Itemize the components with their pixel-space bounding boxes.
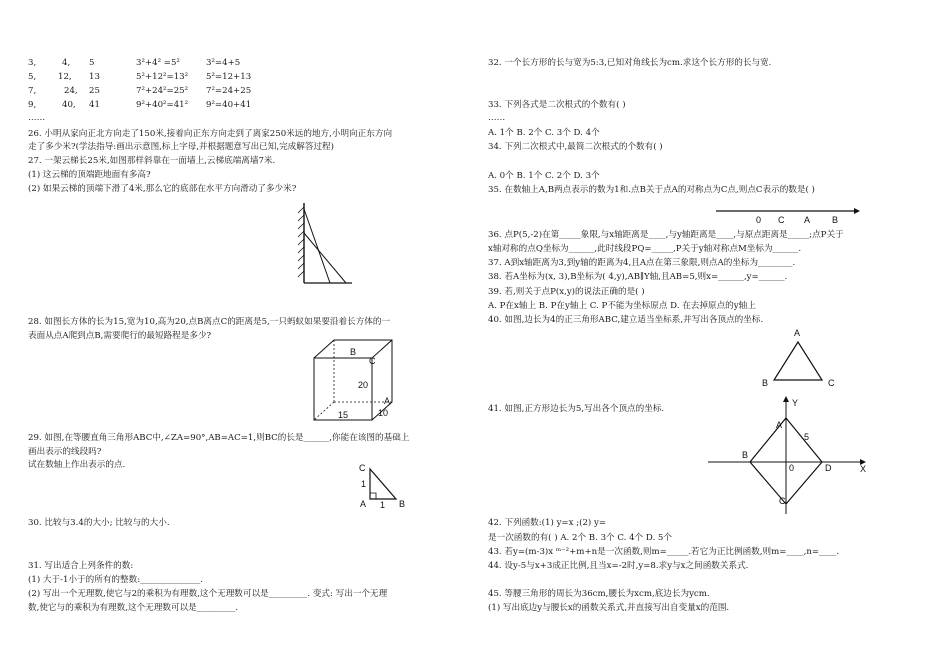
question-31-line-4: 数,使它与的乘积为有理数,这个无理数可以是_________. xyxy=(28,603,239,613)
y-axis-label: Y xyxy=(792,398,799,408)
vertex-c-label: C xyxy=(779,496,786,506)
question-28-line-1: 28. 如图长方体的长为15,宽为10,高为20,点B离点C的距离是5,一只蚂蚁如果要沿着长方体的一 xyxy=(28,317,391,327)
question-31-line-3: (2) 写出一个无理数,使它与2的乘积为有理数,这个无理数可以是_________. 变式: 写出一个无理 xyxy=(28,589,388,599)
question-40: 40. 如图,边长为4的正三角形ABC,建立适当坐标系,并写出各顶点的坐标. xyxy=(488,315,764,325)
question-34-options: A. 0个 B. 1个 C. 2个 D. 3个 xyxy=(488,171,600,181)
table-row-1-c: 5 xyxy=(89,58,95,68)
question-29-line-2: 画出表示的线段吗? xyxy=(28,447,102,457)
table-row-2-d: 5²+12²=13² xyxy=(136,72,189,82)
point-a-label: A xyxy=(384,396,391,406)
question-28-line-2: 表面从点A爬到点B,需要爬行的最短路程是多少? xyxy=(28,331,212,341)
table-row-1-e: 3²=4+5 xyxy=(206,58,241,68)
slid-ladder-line xyxy=(304,233,346,283)
question-27-line-1: 27. 一架云梯长25米,如图那样斜靠在一面墙上,云梯底端离墙7米. xyxy=(28,156,276,166)
question-33: 33. 下列各式是二次根式的个数有( ) xyxy=(488,100,626,110)
right-angle-mark xyxy=(370,493,376,499)
vertex-a-label: A xyxy=(776,420,783,430)
question-27-line-3: (2) 如果云梯的顶端下滑了4米,那么它的底部在水平方向滑动了多少米? xyxy=(28,184,297,194)
point-c-label: C xyxy=(369,356,376,366)
table-row-2-c: 13 xyxy=(89,72,100,82)
table-row-3-b: 24, xyxy=(64,86,78,96)
point-b-label: B xyxy=(350,347,357,357)
ellipsis: …… xyxy=(28,113,46,123)
question-26-line-2: 走了多少米?(学法指导:画出示意图,标上字母,并根据题意写出已知,完成解答过程) xyxy=(28,142,334,152)
y-axis-arrow xyxy=(783,396,789,402)
question-31-line-1: 31. 写出适合上列条件的数: xyxy=(28,561,134,571)
question-39-options: A. P在x轴上 B. P在y轴上 C. P不能为坐标原点 D. 在去掉原点的y轴上 xyxy=(488,301,756,311)
wall-hatching xyxy=(298,207,304,277)
vertex-a-label: A xyxy=(794,328,801,338)
question-33-options: A. 1个 B. 2个 C. 3个 D. 4个 xyxy=(488,128,600,138)
number-line-figure xyxy=(714,205,864,227)
triangle-abc xyxy=(370,469,396,499)
question-39: 39. 若,则关于点P(x,y)的说法正确的是( ) xyxy=(488,287,645,297)
x-axis-label: X xyxy=(860,464,867,474)
table-row-4-e: 9²=40+41 xyxy=(206,100,252,110)
table-row-4-b: 40, xyxy=(62,100,76,110)
vertex-b-label: B xyxy=(399,499,406,509)
table-row-4-d: 9²+40²=41² xyxy=(136,100,189,110)
side-ab-label: 1 xyxy=(380,500,386,510)
question-44: 44. 设y-5与x+3成正比例,且当x=-2时,y=8.求y与x之间函数关系式. xyxy=(488,561,749,571)
question-32: 32. 一个长方形的长与宽为5:3,已知对角线长为cm.求这个长方形的长与宽. xyxy=(488,58,772,68)
table-row-1-d: 3²+4² =5² xyxy=(136,58,180,68)
table-row-4-c: 41 xyxy=(89,100,100,110)
vertex-b-label: B xyxy=(762,378,769,388)
point-c-label: C xyxy=(778,215,785,225)
table-row-3-a: 7, xyxy=(28,86,37,96)
ladder-line xyxy=(304,209,330,283)
table-row-3-e: 7²=24+25 xyxy=(206,86,252,96)
table-row-2-e: 5²=12+13 xyxy=(206,72,252,82)
question-35: 35. 在数轴上A,B两点表示的数为1和.点B关于点A的对称点为C点,则点C表示的数是( ) xyxy=(488,185,815,195)
point-a-label: A xyxy=(804,215,811,225)
side-length-label: 5 xyxy=(804,432,810,442)
table-row-3-d: 7²+24²=25² xyxy=(136,86,189,96)
table-row-4-a: 9, xyxy=(28,100,37,110)
question-33-ellipsis: …… xyxy=(488,113,506,123)
vertex-c-label: C xyxy=(828,378,835,388)
cuboid-figure xyxy=(306,336,398,424)
question-29-line-3: 试在数轴上作出表示的点. xyxy=(28,460,126,470)
question-43: 43. 若y=(m-3)x ᵐ⁻²+m+n是一次函数,则m=_____.若它为正比例函数,则m=____,n=____. xyxy=(488,547,840,557)
question-45-line-1: 45. 等腰三角形的周长为36cm,腰长为xcm,底边长为ycm. xyxy=(488,589,710,599)
equilateral-triangle-figure xyxy=(758,326,842,392)
ladder-figure xyxy=(290,195,370,293)
length-label: 15 xyxy=(338,410,349,420)
triangle-abc xyxy=(774,342,822,380)
origin-label: 0 xyxy=(789,463,795,473)
table-row-2-a: 5, xyxy=(28,72,37,82)
right-triangle-figure xyxy=(356,459,412,511)
side-ac-label: 1 xyxy=(361,479,367,489)
question-29-line-1: 29. 如图,在等腰直角三角形ABC中,∠ZA=90°,AB=AC=1,则BC的长是______,你能在该图的基础上 xyxy=(28,433,410,443)
point-b-label: B xyxy=(832,215,839,225)
table-row-2-b: 12, xyxy=(58,72,72,82)
question-45-line-2: (1) 写出底边y与腰长x的函数关系式,并直接写出自变量x的范围. xyxy=(488,603,730,613)
question-30: 30. 比较与3.4的大小; 比较与的大小. xyxy=(28,518,170,528)
origin-label: 0 xyxy=(756,215,762,225)
question-36-line-1: 36. 点P(5,-2)在第_____象限,与x轴距离是____,与y轴距离是____,与原点距离是_____;点P关于 xyxy=(488,230,844,240)
height-label: 20 xyxy=(358,380,369,390)
question-42-line-2: 是一次函数的有( ) A. 2个 B. 3个 C. 4个 D. 5个 xyxy=(488,533,672,543)
width-label: 10 xyxy=(378,408,389,418)
table-row-1-a: 3, xyxy=(28,58,37,68)
vertex-c-label: C xyxy=(359,463,366,473)
question-37: 37. A到x轴距离为3,到y轴的距离为4,且A点在第三象限,则点A的坐标为________. xyxy=(488,258,796,268)
vertex-a-label: A xyxy=(360,499,367,509)
question-42-line-1: 42. 下列函数:(1) y=x ;(2) y= xyxy=(488,518,607,528)
question-41: 41. 如图,正方形边长为5,写出各个顶点的坐标. xyxy=(488,404,665,414)
question-36-line-2: x轴对称的点Q坐标为______,此时线段PQ=_____,P关于y轴对称点M坐标为______. xyxy=(488,244,802,254)
vertex-b-label: B xyxy=(742,450,749,460)
question-27-line-2: (1) 这云梯的顶端距地面有多高? xyxy=(28,170,151,180)
question-31-line-2: (1) 大于-1小于的所有的整数:______________. xyxy=(28,575,203,585)
question-26-line-1: 26. 小明从家向正北方向走了150米,接着向正东方向走到了离家250米远的地方,小明向正东方向 xyxy=(28,129,393,139)
table-row-1-b: 4, xyxy=(62,58,71,68)
table-row-3-c: 25 xyxy=(89,86,100,96)
question-38: 38. 若A坐标为(x, 3),B坐标为( 4,y),AB∥Y轴,且AB=5,则x=______,y=______. xyxy=(488,272,788,282)
question-34: 34. 下列二次根式中,最简二次根式的个数有( ) xyxy=(488,142,663,152)
vertex-d-label: D xyxy=(825,463,832,473)
square-coordinate-figure xyxy=(706,394,870,516)
number-line-arrow xyxy=(854,208,860,214)
